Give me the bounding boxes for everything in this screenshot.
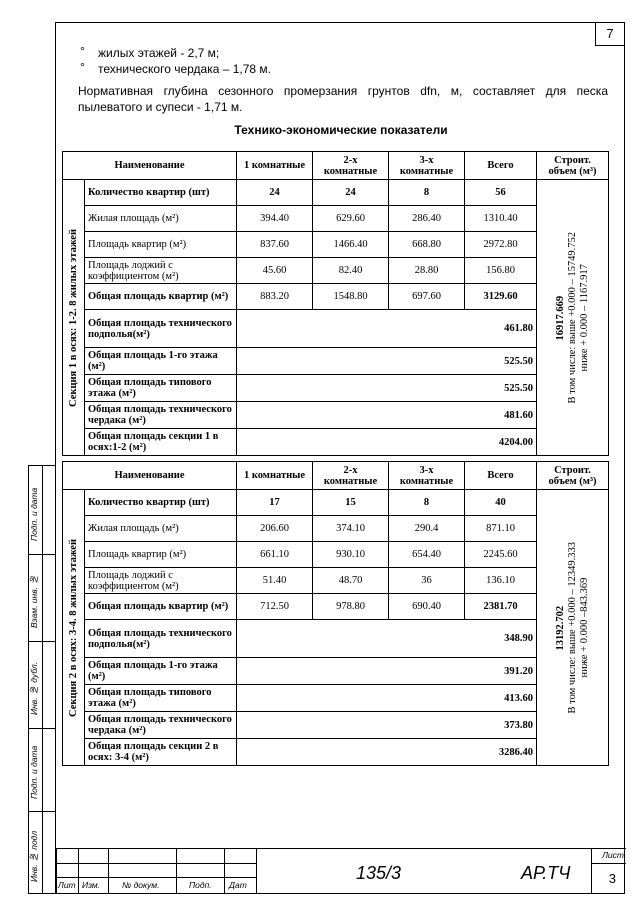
table-row	[63, 258, 609, 284]
sheet-label: Лист	[602, 850, 624, 860]
summary-row	[63, 685, 609, 712]
cell: 8	[389, 490, 465, 516]
cell: 883.20	[237, 284, 313, 310]
cell: 374.10	[313, 516, 389, 542]
summary-value: 391.20	[237, 658, 537, 685]
cell: 1548.80	[313, 284, 389, 310]
summary-row	[63, 712, 609, 739]
cell: 17	[237, 490, 313, 516]
table-row	[63, 568, 609, 594]
header-volume: Строит. объем (м³)	[537, 462, 609, 490]
summary-label: Общая площадь типового этажа (м²)	[85, 685, 237, 712]
cell: 56	[465, 180, 537, 206]
table-row	[63, 490, 609, 516]
header-2room: 2-х комнатные	[313, 152, 389, 180]
caption-doc: № докум.	[122, 880, 160, 890]
cell: 629.60	[313, 206, 389, 232]
summary-value: 525.50	[237, 348, 537, 375]
stamp-label: Инв. № дубл.	[29, 661, 39, 715]
cell: 690.40	[389, 594, 465, 620]
cell: 837.60	[237, 232, 313, 258]
summary-value: 4204.00	[237, 429, 537, 456]
page-frame	[55, 22, 625, 894]
row-label: Жилая площадь (м²)	[85, 206, 237, 232]
table-row	[63, 180, 609, 206]
summary-row	[63, 310, 609, 348]
cell: 1466.40	[313, 232, 389, 258]
section-1-table	[62, 151, 609, 456]
row-label: Общая площадь квартир (м²)	[85, 284, 237, 310]
table-title: Технико-экономические показатели	[234, 123, 448, 137]
cell: 40	[465, 490, 537, 516]
paragraph: Нормативная глубина сезонного промерзания грунтов dfn, м, составляет для песка пылеватого и супеси - 1,71 м.	[78, 84, 608, 114]
section-side-label: Секция 1 в осях: 1-2. 8 жилых этажей	[63, 180, 85, 456]
summary-row	[63, 429, 609, 456]
summary-label: Общая площадь типового этажа (м²)	[85, 375, 237, 402]
header-name: Наименование	[63, 152, 237, 180]
caption-sign: Подп.	[189, 880, 212, 890]
cell: 24	[237, 180, 313, 206]
header-1room: 1 комнатные	[237, 152, 313, 180]
stamp-label: Взам. инв. №	[29, 574, 39, 628]
cell: 136.10	[465, 568, 537, 594]
row-label: Количество квартир (шт)	[85, 180, 237, 206]
table-row	[63, 232, 609, 258]
row-label: Площадь лоджий с коэффициентом (м²)	[85, 568, 237, 594]
cell: 2245.60	[465, 542, 537, 568]
volume-cell: 16917.669 В том числе: выше +0.000 – 15749.752 ниже + 0.000 – 1167.917	[537, 180, 609, 456]
cell: 394.40	[237, 206, 313, 232]
summary-row	[63, 402, 609, 429]
cell: 36	[389, 568, 465, 594]
summary-label: Общая площадь 1-го этажа (м²)	[85, 348, 237, 375]
cell: 286.40	[389, 206, 465, 232]
cell: 930.10	[313, 542, 389, 568]
table-header-row	[63, 152, 609, 180]
row-label: Общая площадь квартир (м²)	[85, 594, 237, 620]
cell: 15	[313, 490, 389, 516]
cell: 978.80	[313, 594, 389, 620]
stamp-label: Инв. № подл	[29, 830, 39, 882]
caption-date: Дат	[229, 880, 247, 890]
cell: 156.80	[465, 258, 537, 284]
cell: 24	[313, 180, 389, 206]
cell: 45.60	[237, 258, 313, 284]
bullet-item: ° технического чердака – 1,78 м.	[78, 61, 271, 77]
section-2-table	[62, 461, 609, 766]
header-total: Всего	[465, 152, 537, 180]
table-row	[63, 206, 609, 232]
caption-lit: Лит	[58, 880, 76, 890]
caption-izm: Изм.	[82, 880, 101, 890]
summary-label: Общая площадь секции 1 в осях:1-2 (м²)	[85, 429, 237, 456]
table-row	[63, 542, 609, 568]
document-mark: АР.ТЧ	[521, 863, 571, 883]
title-block	[56, 848, 626, 893]
side-stamp	[28, 465, 55, 894]
cell: 206.60	[237, 516, 313, 542]
table-row	[63, 516, 609, 542]
cell: 654.40	[389, 542, 465, 568]
summary-value: 373.80	[237, 712, 537, 739]
header-2room: 2-х комнатные	[313, 462, 389, 490]
header-3room: 3-х комнатные	[389, 152, 465, 180]
summary-row	[63, 620, 609, 658]
cell: 290.4	[389, 516, 465, 542]
cell: 28.80	[389, 258, 465, 284]
summary-value: 348.90	[237, 620, 537, 658]
summary-label: Общая площадь технического чердака (м²)	[85, 402, 237, 429]
table-row	[63, 594, 609, 620]
header-volume: Строит. объем (м³)	[537, 152, 609, 180]
summary-label: Общая площадь технического подполья(м²)	[85, 310, 237, 348]
table-row	[63, 284, 609, 310]
row-label: Жилая площадь (м²)	[85, 516, 237, 542]
cell: 48.70	[313, 568, 389, 594]
cell: 82.40	[313, 258, 389, 284]
row-label: Количество квартир (шт)	[85, 490, 237, 516]
summary-value: 461.80	[237, 310, 537, 348]
cell: 712.50	[237, 594, 313, 620]
summary-row	[63, 739, 609, 766]
row-label: Площадь квартир (м²)	[85, 542, 237, 568]
section-side-label: Секция 2 в осях: 3-4. 8 жилых этажей	[63, 490, 85, 766]
cell: 8	[389, 180, 465, 206]
cell: 871.10	[465, 516, 537, 542]
page-number: 7	[595, 22, 625, 46]
cell: 661.10	[237, 542, 313, 568]
row-label: Площадь квартир (м²)	[85, 232, 237, 258]
summary-label: Общая площадь технического подполья(м²)	[85, 620, 237, 658]
row-label: Площадь лоджий с коэффициентом (м²)	[85, 258, 237, 284]
cell: 697.60	[389, 284, 465, 310]
header-total: Всего	[465, 462, 537, 490]
summary-row	[63, 658, 609, 685]
summary-value: 3286.40	[237, 739, 537, 766]
cell: 1310.40	[465, 206, 537, 232]
summary-row	[63, 375, 609, 402]
table-header-row	[63, 462, 609, 490]
sheet-number: 3	[608, 871, 616, 886]
cell: 3129.60	[465, 284, 537, 310]
stamp-label: Подп. и дата	[29, 745, 39, 799]
header-1room: 1 комнатные	[237, 462, 313, 490]
cell: 2381.70	[465, 594, 537, 620]
summary-value: 481.60	[237, 402, 537, 429]
header-3room: 3-х комнатные	[389, 462, 465, 490]
bullet-item: ° жилых этажей - 2,7 м;	[78, 45, 271, 61]
summary-label: Общая площадь секции 2 в осях: 3-4 (м²)	[85, 739, 237, 766]
summary-label: Общая площадь технического чердака (м²)	[85, 712, 237, 739]
volume-cell: 13192.702 В том числе: выше +0.000 – 12349.333 ниже + 0.000 –843.369	[537, 490, 609, 766]
cell: 2972.80	[465, 232, 537, 258]
summary-label: Общая площадь 1-го этажа (м²)	[85, 658, 237, 685]
stamp-label: Подп. и дата	[29, 487, 39, 541]
document-code: 135/3	[356, 863, 402, 883]
header-name: Наименование	[63, 462, 237, 490]
summary-row	[63, 348, 609, 375]
summary-value: 413.60	[237, 685, 537, 712]
summary-value: 525.50	[237, 375, 537, 402]
bullet-list	[78, 45, 271, 77]
cell: 51.40	[237, 568, 313, 594]
cell: 668.80	[389, 232, 465, 258]
